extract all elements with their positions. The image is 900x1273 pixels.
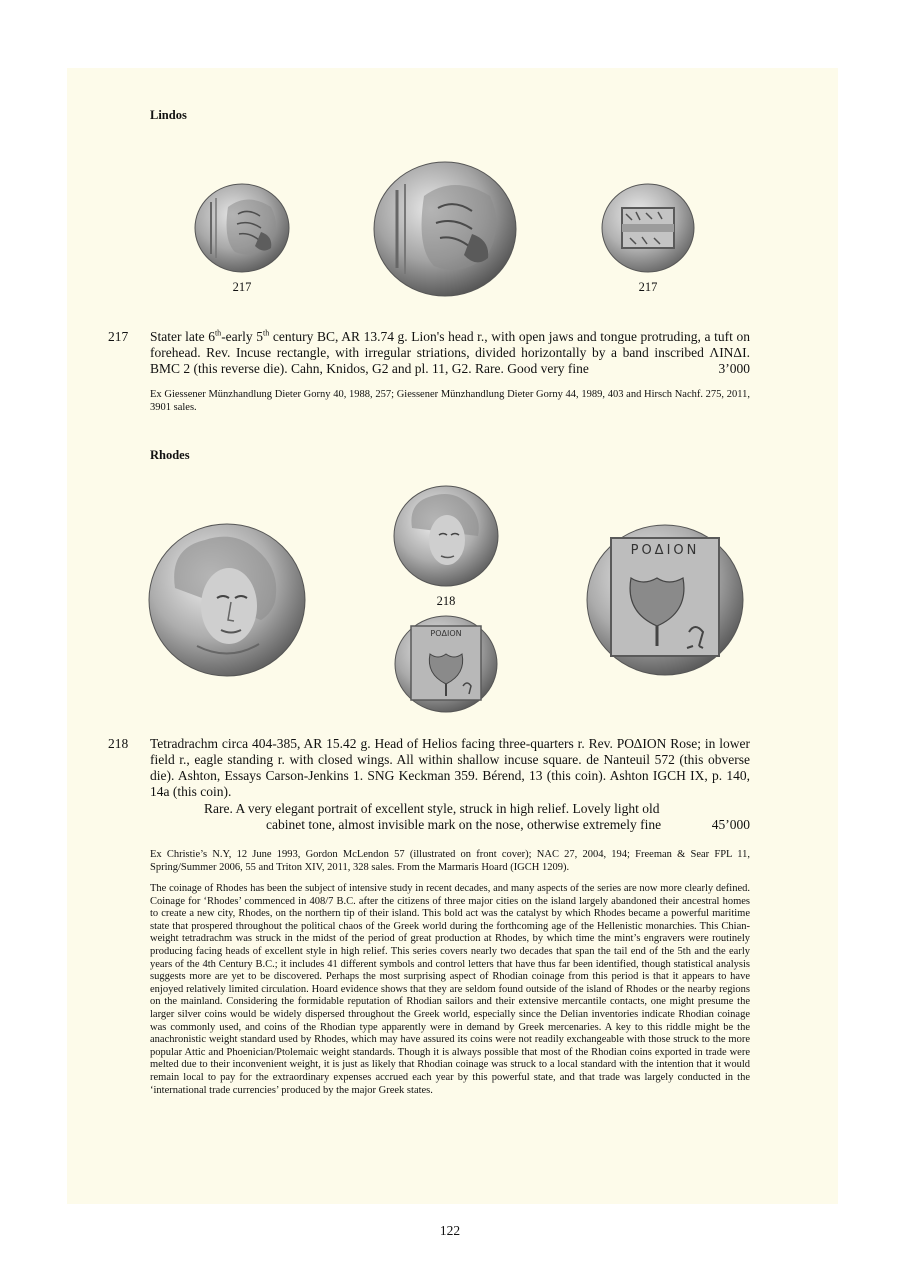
lot-description-217: Stater late 6th-early 5th century BC, AR 13.74 g. Lion's head r., with open jaws and tongue protruding, a tuft on forehead. Rev. Incuse rectangle, with irregular striations, divided horizontally by a band inscribed ΛΙΝΔΙ. BMC 2 (this reverse die). Cahn, Knidos, G2 and pl. 11, G2. Rare. Good very fine xyxy=(150,328,750,376)
coin-caption-217-left: 217 xyxy=(232,280,252,294)
coin-caption-217-right: 217 xyxy=(638,280,658,294)
lot-provenance-217: Ex Giessener Münzhandlung Dieter Gorny 40, 1988, 257; Giessener Münzhandlung Dieter Gorny 44, 1989, 403 and Hirsch Nachf. 275, 2011, 3901 sales. xyxy=(150,389,750,413)
lot-grade-218-line1: Rare. A very elegant portrait of excellent style, struck in high relief. Lovely light old xyxy=(204,801,660,816)
coin-217-obverse-large-photo xyxy=(372,160,518,298)
coin-217-reverse-photo xyxy=(600,182,696,274)
coin-218-obverse-large-photo xyxy=(147,520,309,680)
coin-caption-218: 218 xyxy=(436,594,456,608)
lot-description-218: Tetradrachm circa 404-385, AR 15.42 g. Head of Helios facing three-quarters r. Rev. ΡΟΔΙΟΝ Rose; in lower field r., eagle standing r. with closed wings. All within shallow incuse square. de Nanteuil 572 (this obverse die). Ashton, Essays Carson-Jenkins 1. SNG Keckman 359. Bérend, 13 (this coin). Ashton IGCH IX, p. 140, 14a (this coin). xyxy=(150,736,750,799)
coin-218-reverse-large-photo xyxy=(585,522,745,678)
lot-grade-218-line2: cabinet tone, almost invisible mark on the nose, otherwise extremely fine xyxy=(266,817,662,832)
lot-price-217: 3’000 xyxy=(718,361,750,376)
coin-218-obverse-small-photo xyxy=(392,484,500,588)
section-heading-lindos: Lindos xyxy=(150,108,187,122)
lot-number-217: 217 xyxy=(108,329,129,344)
coin-218-reverse-small-photo xyxy=(393,614,499,714)
lot-essay-218: The coinage of Rhodes has been the subject of intensive study in recent decades, and many aspects of the series are now more clearly defined. Coinage for ‘Rhodes’ commenced in 408/7 B.C. after the citizens of three major cities on the island largely abandoned their ancestral homes to create a new city, Rhodes, on the northern tip of their island. This bold act was the catalyst by which Rhodes became a powerful maritime state that prospered throughout the political chaos of the Greek world during the forthcoming age of the Hellenistic monarchies. This Chian-weight tetradrachm was struck in the midst of the period of great production at Rhodes, by which time the mint’s engravers were routinely producing facing heads of excellent style in high relief. This series covers nearly two decades that span the tail end of the 5th and the early years of the 4th Century B.C.; it includes 41 different symbols and control letters that have thus far been identified, though statistical analysis suggests more are yet to be discovered. Perhaps the most surprising aspect of Rhodian coinage from this period is that it appears to have enjoyed relatively limited circulation. Hoard evidence shows that they are seldom found outside of the island of Rhodes or the nearby regions on the mainland. Considering the formidable reputation of Rhodian sailors and their extensive mercantile contacts, one might presume the larger silver coins would be widely dispersed throughout the Greek world, especially since the Delian inventories indicate Rhodian coinage was commonly used, and coins of the Rhodian type apparently were in demand by Greek mercenaries. A key to this riddle might be the anachronistic weight standard used by Rhodes, which may have assured its coins were not readily exchangeable with those struck to the more popular Attic and Phoenician/Ptolemaic weight standards. Though it is always possible that most of the Rhodian coins exported in trade were melted due to their inconvenient weight, it is just as likely that Rhodian coinage was struck to a local standard with the intention that it would remain local to pay for the extraordinary expenses accrued each year by this powerful state, and that trade was largely conducted in the ‘international trade currencies’ produced by the major Greek states. xyxy=(150,883,750,1096)
rose-legend-large: ΡΟΔΙΟΝ xyxy=(630,543,700,558)
lot-number-218: 218 xyxy=(108,736,129,751)
page-number: 122 xyxy=(439,1223,461,1238)
coin-217-obverse-small-photo xyxy=(193,182,291,274)
rose-legend-small: ΡΟΔΙΟΝ xyxy=(430,629,462,638)
lot-provenance-218: Ex Christie’s N.Y, 12 June 1993, Gordon McLendon 57 (illustrated on front cover); NAC 27, 2004, 194; Freeman & Sear FPL 11, Spring/Summer 2006, 55 and Triton XIV, 2011, 328 sales. From the Marmaris Hoard (IGCH 1209). xyxy=(150,849,750,873)
lot-price-218: 45’000 xyxy=(711,817,750,832)
section-heading-rhodes: Rhodes xyxy=(150,448,190,462)
